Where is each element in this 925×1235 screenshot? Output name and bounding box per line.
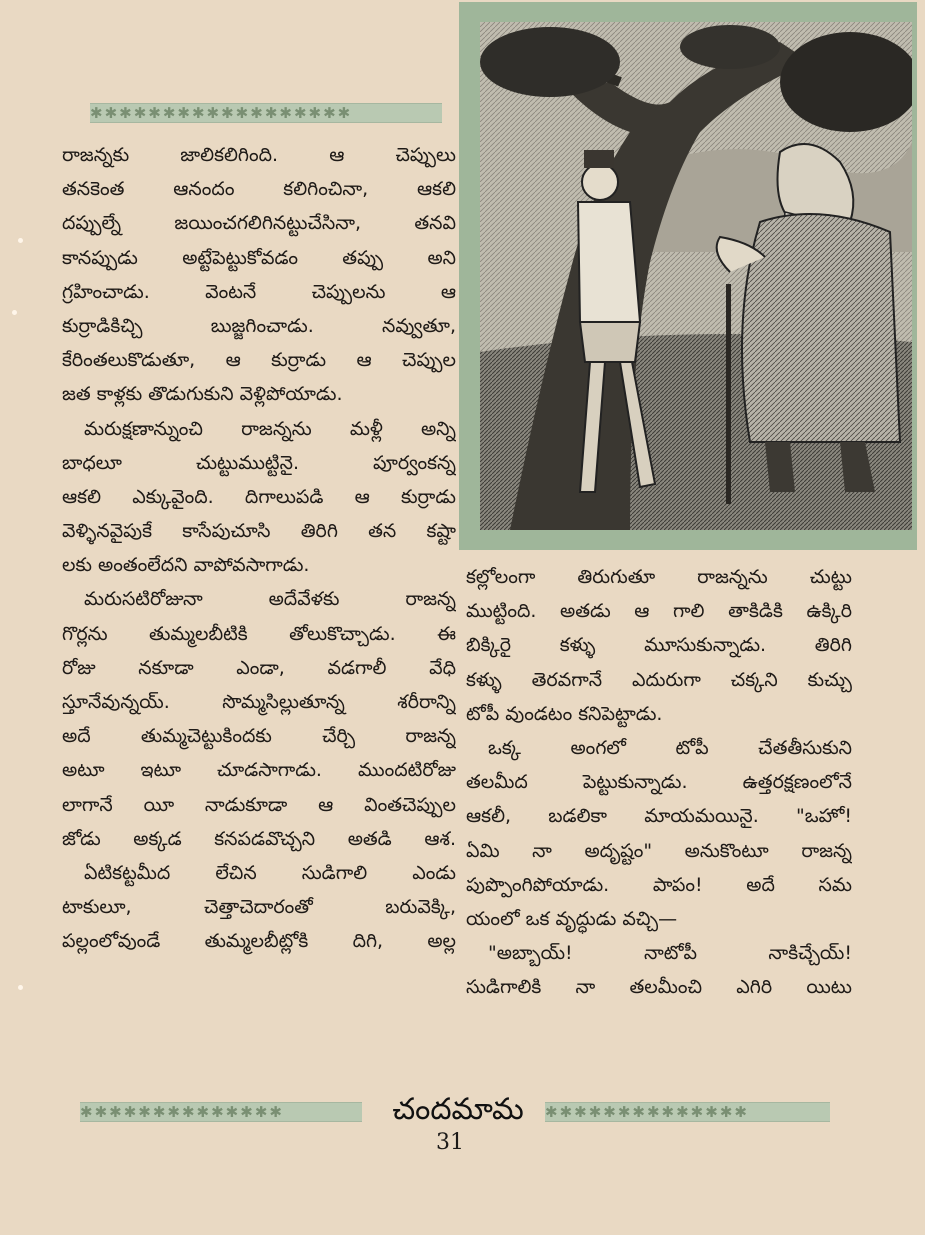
text-line: స్తూనేవున్నయ్. సొమ్మసిల్లుతూన్న శరీరాన్ని: [62, 691, 456, 713]
text-line: అటూ ఇటూ చూడసాగాడు. ముందటిరోజు: [62, 759, 456, 782]
text-line: టాకులూ, చెత్తాచెదారంతో బరువెక్కి,: [62, 896, 456, 919]
right-text-column: [466, 560, 852, 1004]
text-line: బిక్కిరై కళ్ళు మూసుకున్నాడు. తిరిగి: [466, 634, 852, 657]
text-line: టోపీ వుండటం కనిపెట్టాడు.: [466, 702, 663, 725]
text-line: కళ్ళు తెరవగానే ఎదురుగా చక్కని కుచ్చు: [466, 668, 852, 691]
boy-and-old-man-illustration-icon: [480, 22, 912, 530]
text-line: పుప్పొంగిపోయాడు. పాపం! అదే సమ: [466, 873, 852, 896]
text-line: బాధలూ చుట్టుముట్టినై. పూర్వంకన్న: [62, 451, 456, 474]
text-line: మరుసటిరోజునా అదేవేళకు రాజన్న: [84, 588, 456, 611]
text-line: యంలో ఒక వృద్ధుడు వచ్చి—: [466, 907, 678, 930]
text-line: ఒక్క అంగలో టోపీ చేతతీసుకుని: [488, 736, 852, 759]
text-line: ఏమి నా అదృష్టం" అనుకొంటూ రాజన్న: [466, 839, 852, 862]
text-line: "అబ్బాయ్! నాటోపీ నాకిచ్చేయ్!: [488, 942, 852, 965]
page-number: 31: [436, 1130, 464, 1155]
decorative-border-bottom-right: ✱✱✱✱✱✱✱✱✱✱✱✱✱✱: [545, 1102, 830, 1122]
text-line: ఆకలీ, బడలికా మాయమయినై. "ఒహో!: [466, 805, 852, 828]
text-line: కల్లోలంగా తిరుగుతూ రాజన్నను చుట్టు: [466, 566, 852, 588]
text-line: గొర్లను తుమ్మలబీటికి తోలుకొచ్చాడు. ఈ: [62, 622, 456, 645]
binding-hole-mark: [12, 310, 17, 315]
binding-hole-mark: [18, 985, 23, 990]
text-line: అదే తుమ్మచెట్టుకిందకు చేర్చి రాజన్న: [62, 725, 456, 748]
text-line: జత కాళ్లకు తొడుగుకుని వెళ్లిపోయాడు.: [62, 383, 343, 406]
text-line: తనకెంత ఆనందం కలిగించినా, ఆకలి: [62, 178, 456, 201]
text-line: కేరింతలుకొడుతూ, ఆ కుర్రాడు ఆ చెప్పుల: [62, 349, 456, 372]
binding-hole-mark: [18, 238, 23, 243]
story-illustration: [480, 22, 912, 530]
text-line: గ్రహించాడు. వెంటనే చెప్పులను ఆ: [62, 280, 456, 303]
text-line: తలమీద పెట్టుకున్నాడు. ఉత్తరక్షణంలోనే: [466, 771, 852, 794]
text-line: రాజన్నకు జాలికలిగింది. ఆ చెప్పులు: [62, 144, 456, 166]
magazine-title: చందమామ: [392, 1092, 524, 1127]
text-line: కుర్రాడికిచ్చి బుజ్జగించాడు. నవ్వుతూ,: [62, 314, 456, 337]
text-line: లకు అంతంలేదని వాపోవసాగాడు.: [62, 554, 310, 577]
left-text-column: [62, 138, 456, 959]
text-line: పల్లంలోవుండే తుమ్మలబీట్లోకి దిగి, అల్ల: [62, 930, 456, 953]
text-line: రోజు నకూడా ఎండా, వడగాలీ వేధి: [62, 656, 456, 679]
text-line: దప్పుల్నే జయించగలిగినట్టుచేసినా, తనవి: [62, 212, 456, 235]
text-line: ఆకలి ఎక్కువైంది. దిగాలుపడి ఆ కుర్రాడు: [62, 485, 456, 508]
text-line: ఏటికట్టమీద లేచిన సుడిగాలి ఎండు: [84, 861, 456, 884]
text-line: ముట్టింది. అతడు ఆ గాలి తాకిడికి ఉక్కిరి: [466, 600, 852, 623]
text-line: వెళ్ళినవైపుకే కాసేపుచూసి తిరిగి తన కష్టా: [62, 520, 456, 543]
decorative-border-top: ✱✱✱✱✱✱✱✱✱✱✱✱✱✱✱✱✱✱: [90, 103, 442, 123]
text-line: మరుక్షణాన్నుంచి రాజన్నను మళ్లీ అన్ని: [84, 417, 456, 440]
text-line: జోడు అక్కడ కనపడవొచ్చని అతడి ఆశ.: [62, 827, 456, 850]
text-line: సుడిగాలికి నా తలమీంచి ఎగిరి యిటు: [466, 976, 852, 999]
decorative-border-bottom-left: ✱✱✱✱✱✱✱✱✱✱✱✱✱✱: [80, 1102, 362, 1122]
text-line: లాగానే యీ నాడుకూడా ఆ వింతచెప్పుల: [62, 793, 456, 816]
text-line: కానప్పుడు అట్టేపెట్టుకోవడం తప్పు అని: [62, 246, 456, 269]
